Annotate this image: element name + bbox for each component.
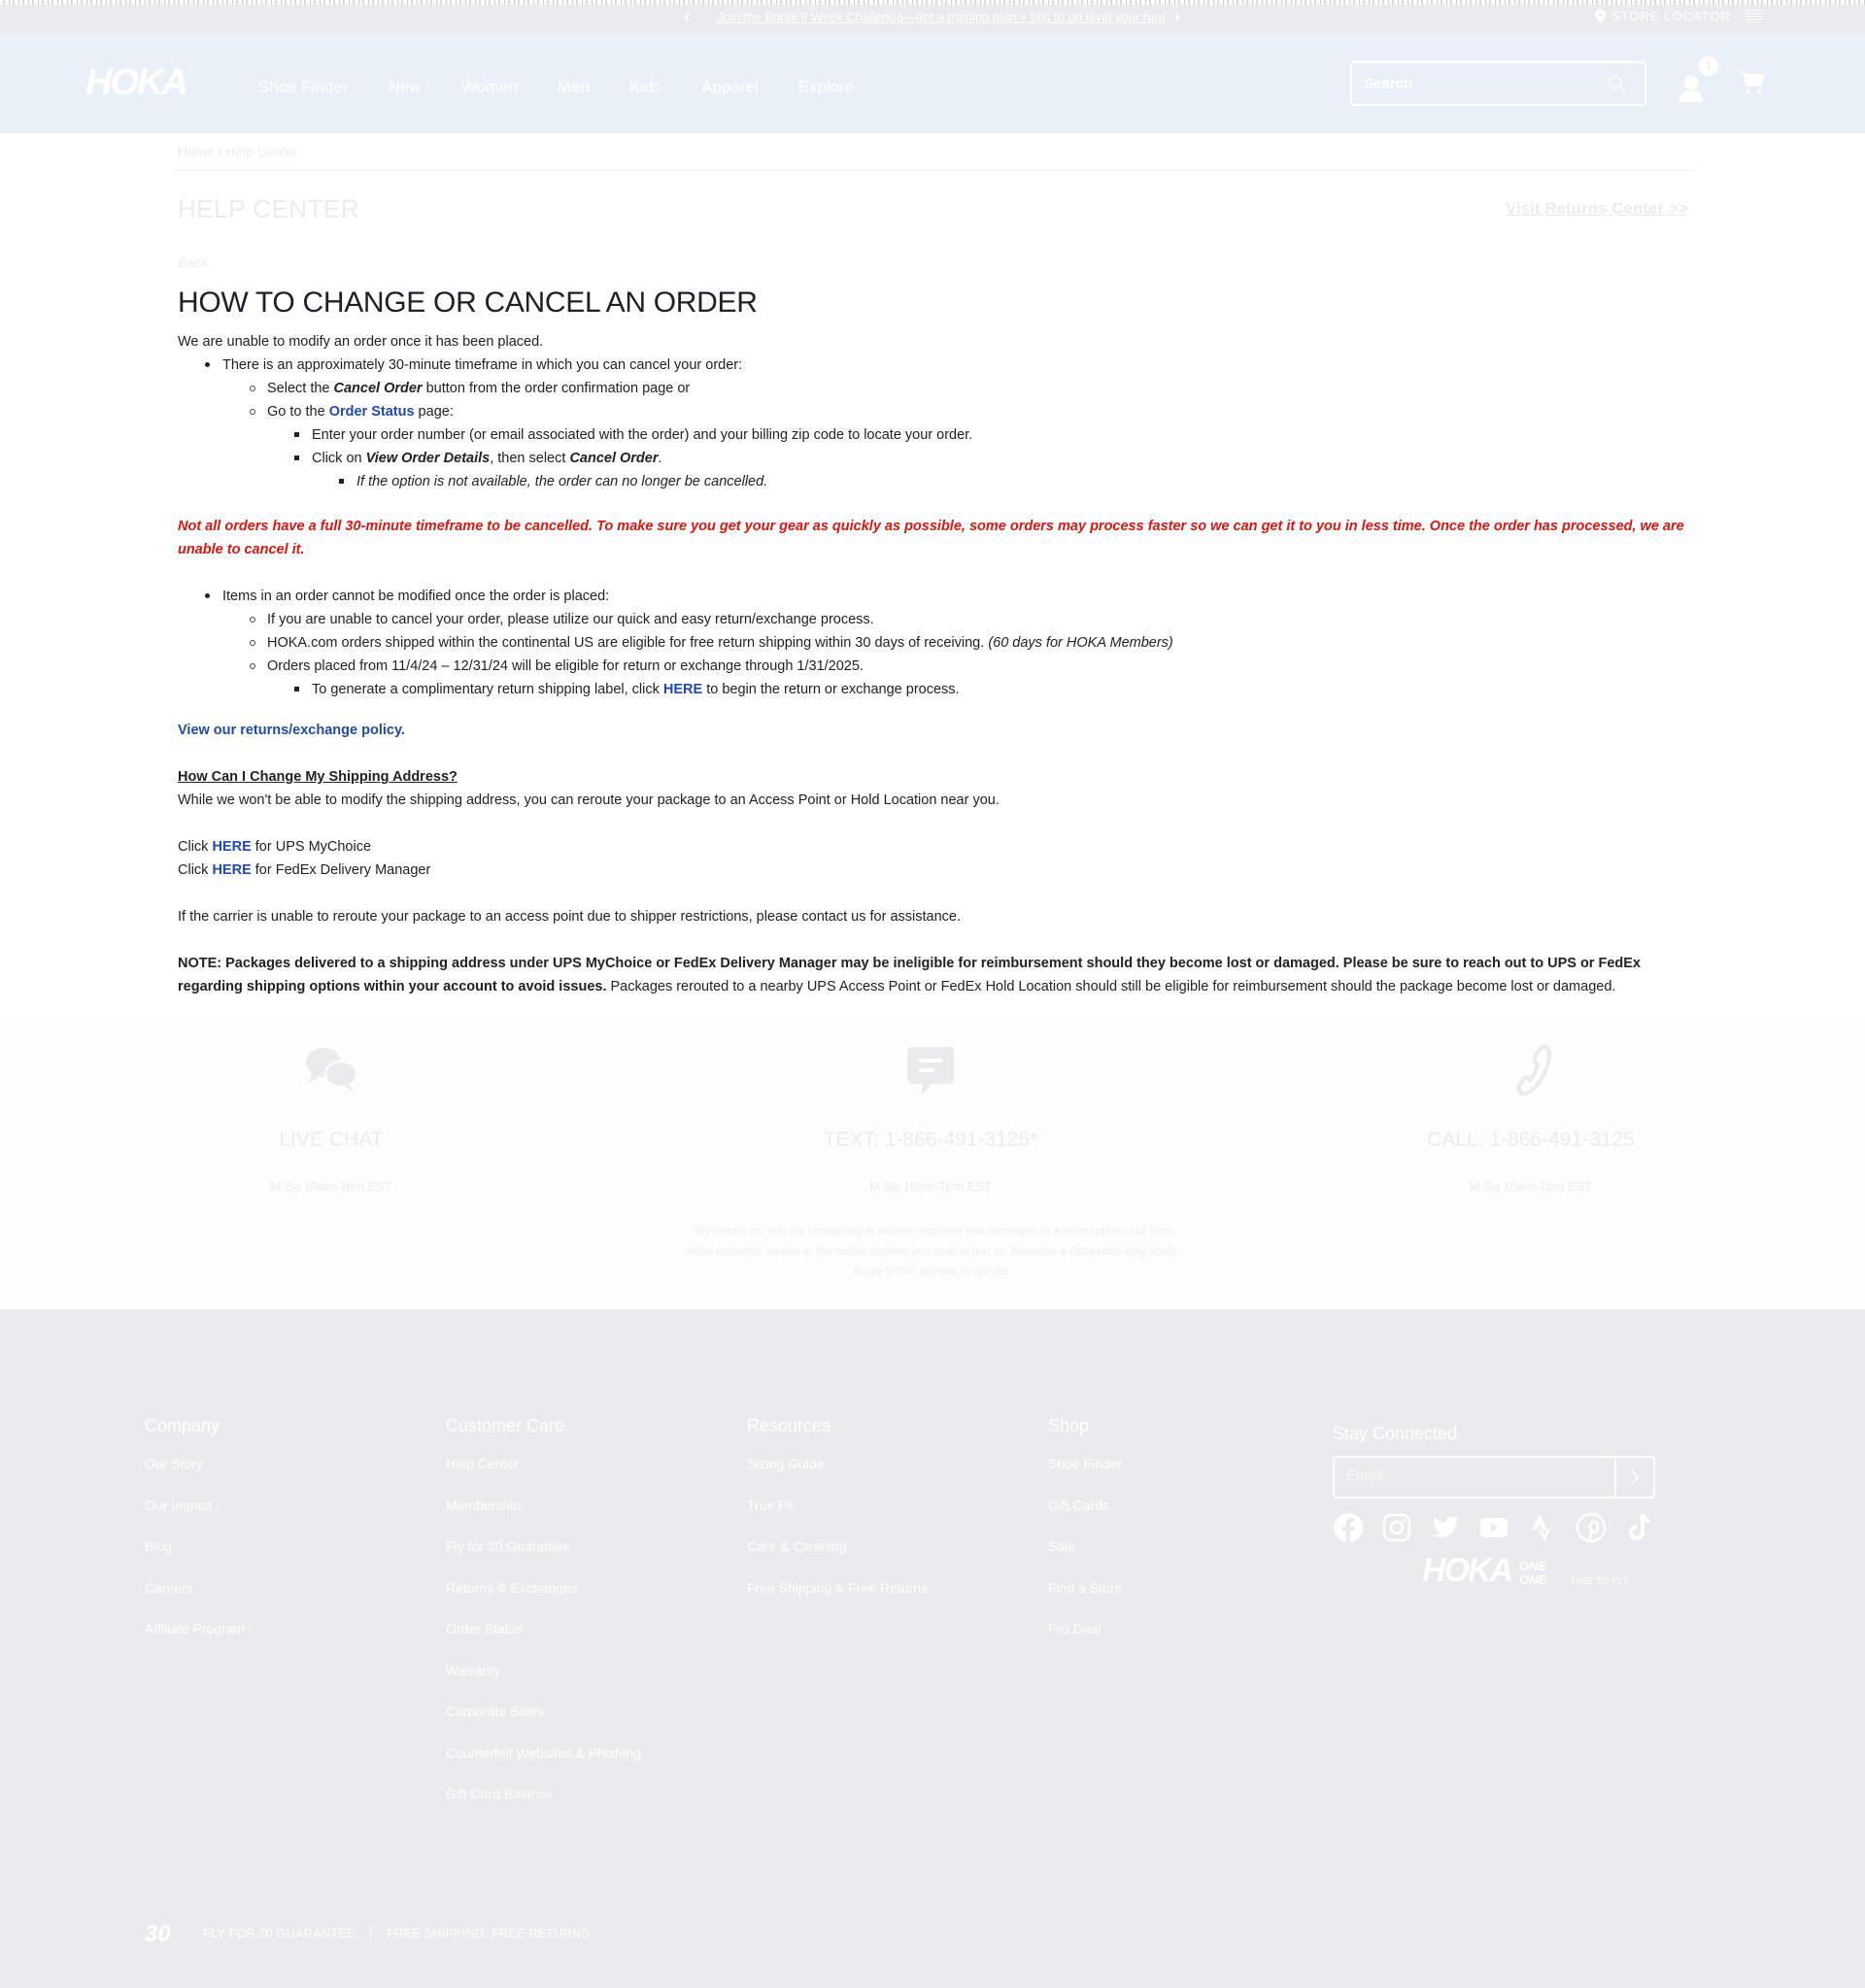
- breadcrumb-separator: /: [218, 144, 222, 159]
- article-title: HOW TO CHANGE OR CANCEL AN ORDER: [178, 286, 758, 319]
- footer-heading: Customer Care: [446, 1416, 565, 1435]
- footer-link-help-center[interactable]: Help Center: [446, 1456, 519, 1471]
- article: [178, 284, 1693, 998]
- call-title: CALL: 1-866-491-3125: [1427, 1129, 1635, 1151]
- footer-hoka-logo: HOKA: [1422, 1552, 1512, 1589]
- breadcrumb-current: Help Center: [225, 144, 298, 159]
- fly-for-30-icon: [145, 1920, 187, 1945]
- breadcrumb-home[interactable]: Home: [178, 144, 215, 159]
- store-locator-link[interactable]: [1595, 9, 1731, 23]
- guarantee-text[interactable]: FLY FOR 30 GUARANTEE: [203, 1925, 356, 1940]
- order-status-link[interactable]: Order Status: [328, 404, 415, 420]
- site-footer: [0, 1309, 1865, 1988]
- shipping-address-heading: How Can I Change My Shipping Address?: [178, 769, 458, 785]
- list-item: Orders placed from 11/4/24 – 12/31/24 will be eligible for return or exchange through 1/31/2025.: [178, 655, 1693, 678]
- list-item: If the option is not available, the order can no longer be cancelled.: [178, 470, 1693, 493]
- stay-connected: [1333, 1424, 1655, 1543]
- ups-here-link[interactable]: HERE: [212, 839, 252, 855]
- store-locator-label: STORE LOCATOR: [1611, 9, 1731, 23]
- live-chat-title: LIVE CHAT: [279, 1129, 384, 1151]
- chevron-right-icon[interactable]: ›: [1174, 7, 1180, 26]
- returns-policy-link[interactable]: View our returns/exchange policy.: [178, 723, 405, 738]
- one-one-mark: ONE ONE: [1519, 1559, 1547, 1587]
- facebook-icon[interactable]: [1333, 1512, 1364, 1543]
- twitter-icon[interactable]: [1430, 1512, 1461, 1543]
- footer-heading: Company: [145, 1416, 220, 1435]
- list-item: To generate a complimentary return shipping label, click HERE to begin the return or exchange process.: [178, 678, 1693, 701]
- social-links: [1333, 1512, 1655, 1543]
- footer-link-shoe-finder[interactable]: Shoe Finder: [1048, 1456, 1123, 1471]
- footer-brand-logo: [1422, 1554, 1629, 1587]
- cancel-steps-list: [178, 354, 1693, 493]
- nav-apparel[interactable]: Apparel: [701, 78, 759, 96]
- footer-heading: Shop: [1048, 1416, 1090, 1435]
- list-item: HOKA.com orders shipped within the continental US are eligible for free return shipping within 30 days of receiving. (60 days for HOKA Members): [178, 631, 1693, 655]
- live-chat-hours: M-Sa 10am-7pm EST: [270, 1179, 392, 1194]
- main-nav: [258, 78, 894, 97]
- promo-bar: [0, 0, 1865, 34]
- breadcrumb-divider: [171, 170, 1696, 171]
- article-intro: We are unable to modify an order once it has been placed.: [178, 334, 544, 350]
- list-item: There is an approximately 30-minute timeframe in which you can cancel your order:: [178, 354, 1693, 377]
- footer-link-fly-for-30[interactable]: Fly for 30 Guarantee: [446, 1538, 571, 1554]
- cart-icon[interactable]: [1739, 69, 1766, 96]
- footer-link-counterfeit[interactable]: Counterfeit Websites & Phishing: [446, 1744, 641, 1761]
- us-flag-icon[interactable]: [1746, 10, 1763, 22]
- footer-guarantee-bar: [145, 1920, 590, 1945]
- svg-text:30: 30: [145, 1921, 171, 1945]
- tiktok-icon[interactable]: [1624, 1512, 1655, 1543]
- text-option[interactable]: [736, 1045, 1125, 1194]
- chat-bubbles-icon: [300, 1045, 362, 1095]
- text-title: TEXT: 1-866-491-3125*: [823, 1129, 1038, 1151]
- search-icon[interactable]: [1608, 75, 1627, 94]
- footer-link-gift-cards[interactable]: Gift Cards: [1048, 1497, 1110, 1513]
- footer-link-warranty[interactable]: Warranty: [446, 1662, 501, 1678]
- carrier-unable-text: If the carrier is unable to reroute your package to an access point due to shipper restrictions, please contact us for assistance.: [178, 909, 961, 925]
- reimbursement-note: NOTE: Packages delivered to a shipping address under UPS MyChoice or FedEx Delivery Manager may be ineligible for reimbursement should they become lost or damaged. Please be sure to reach out to UPS or FedEx regarding shipping options within your account to avoid issues. Packages rerouted to a nearby UPS Access Point or FedEx Hold Location should still be eligible for reimbursement should the package become lost or damaged.: [178, 956, 1641, 994]
- list-item: Go to the Order Status page:: [178, 400, 1693, 423]
- modify-items-list: [178, 585, 1693, 701]
- map-pin-icon: [1595, 10, 1606, 23]
- fedex-here-link[interactable]: HERE: [212, 862, 252, 878]
- instagram-icon[interactable]: [1381, 1512, 1412, 1543]
- call-hours: M-Sa 10am-7pm EST: [1470, 1179, 1592, 1194]
- help-center-title: HELP CENTER: [178, 194, 360, 223]
- promo-link[interactable]: Join the Bondi 9 Week Challenge—get a training plan + tips to up level your run!: [717, 10, 1166, 24]
- footer-column-customer-care: [446, 1416, 641, 1828]
- nav-women[interactable]: Women: [460, 78, 518, 96]
- chevron-right-icon: [1630, 1469, 1640, 1485]
- email-submit-button[interactable]: [1614, 1458, 1653, 1497]
- footer-link-order-status[interactable]: Order Status: [446, 1621, 524, 1636]
- footer-link-affiliate-program[interactable]: Affiliate Program: [145, 1621, 246, 1636]
- footer-link-corporate-sales[interactable]: Corporate Sales: [446, 1703, 545, 1719]
- return-label-here-link[interactable]: HERE: [662, 682, 703, 697]
- footer-link-careers[interactable]: Careers: [145, 1579, 193, 1596]
- newsletter-form: [1333, 1456, 1655, 1499]
- footer-heading: Resources: [747, 1416, 831, 1435]
- nav-shoe-finder[interactable]: Shoe Finder: [258, 78, 349, 96]
- footer-column-resources: [747, 1416, 928, 1621]
- chevron-left-icon[interactable]: ‹: [684, 7, 690, 26]
- footer-link-returns-exchanges[interactable]: Returns & Exchanges: [446, 1579, 578, 1596]
- brand-tagline: TIME TO FLY: [1570, 1576, 1629, 1587]
- youtube-icon[interactable]: [1478, 1512, 1509, 1543]
- back-link[interactable]: Back: [178, 254, 209, 270]
- live-chat-option[interactable]: [137, 1045, 526, 1194]
- footer-link-membership[interactable]: Membership: [446, 1497, 522, 1513]
- list-item: Enter your order number (or email associated with the order) and your billing zip code to locate your order.: [178, 423, 1693, 447]
- text-hours: M-Sa 10am-7pm EST: [869, 1179, 992, 1194]
- footer-link-true-fit[interactable]: True Fit: [747, 1497, 794, 1513]
- footer-link-gift-card-balance[interactable]: Gift Card Balance: [446, 1786, 554, 1802]
- nav-explore[interactable]: Explore: [797, 78, 855, 96]
- search-box: [1350, 61, 1646, 106]
- footer-link-our-impact[interactable]: Our Impact: [145, 1497, 213, 1513]
- shipping-address-answer: While we won't be able to modify the shipping address, you can reroute your package to an Access Point or Hold Location near you.: [178, 792, 1000, 808]
- call-option[interactable]: [1337, 1045, 1725, 1194]
- footer-link-sale[interactable]: Sale: [1048, 1538, 1076, 1554]
- visit-returns-center-link[interactable]: Visit Returns Center >>: [1506, 199, 1688, 218]
- breadcrumb: [178, 144, 298, 159]
- text-message-icon: [899, 1045, 962, 1095]
- list-item: Items in an order cannot be modified once the order is placed:: [178, 585, 1693, 608]
- footer-link-blog[interactable]: Blog: [145, 1538, 173, 1554]
- list-item: Click on View Order Details, then select Cancel Order.: [178, 447, 1693, 470]
- stay-connected-heading: Stay Connected: [1333, 1424, 1458, 1443]
- nav-new[interactable]: New: [388, 78, 422, 96]
- free-shipping-text[interactable]: FREE SHIPPING, FREE RETURNS: [387, 1925, 591, 1940]
- hoka-logo[interactable]: HOKA: [85, 62, 186, 103]
- list-item: If you are unable to cancel your order, please utilize our quick and easy return/exchange process.: [178, 608, 1693, 631]
- phone-icon: [1500, 1045, 1562, 1095]
- strava-icon[interactable]: [1527, 1512, 1558, 1543]
- text-disclaimer: *By texting us, you are consenting to receive response text messages or a return phone call from Hoka customer service at the mobile number you used to text us. Message & Data rates may apply. Reply STOP anytime to opt-out.: [686, 1226, 1179, 1278]
- divider: [370, 1925, 371, 1940]
- fedex-line: Click HERE for FedEx Delivery Manager: [178, 862, 431, 878]
- search-input[interactable]: [1364, 73, 1597, 94]
- email-input[interactable]: [1346, 1467, 1599, 1484]
- ups-line: Click HERE for UPS MyChoice: [178, 839, 372, 855]
- pinterest-icon[interactable]: [1576, 1512, 1607, 1543]
- list-item: Select the Cancel Order button from the order confirmation page or: [178, 377, 1693, 400]
- footer-column-shop: [1048, 1416, 1122, 1663]
- footer-link-find-a-store[interactable]: Find a Store: [1048, 1579, 1123, 1596]
- account-badge: 1: [1699, 56, 1718, 76]
- promo-bar-edge: [0, 0, 1865, 5]
- contact-section: [0, 1018, 1865, 1309]
- footer-link-care-cleaning[interactable]: Care & Cleaning: [747, 1538, 847, 1554]
- nav-kids[interactable]: Kids: [628, 78, 662, 96]
- footer-link-our-story[interactable]: Our Story: [145, 1456, 203, 1471]
- nav-men[interactable]: Men: [557, 78, 590, 96]
- warning-note: Not all orders have a full 30-minute timeframe to be cancelled. To make sure you get your gear as quickly as possible, some orders may process faster so we can get it to you in less time. Once the order has processed, we are unable to cancel it.: [178, 519, 1684, 557]
- footer-link-pro-deal[interactable]: Pro Deal: [1048, 1621, 1102, 1636]
- footer-column-company: [145, 1416, 245, 1663]
- footer-link-free-shipping[interactable]: Free Shipping & Free Returns: [747, 1579, 928, 1596]
- site-header: [0, 34, 1865, 133]
- footer-link-sizing-guide[interactable]: Sizing Guide: [747, 1456, 825, 1471]
